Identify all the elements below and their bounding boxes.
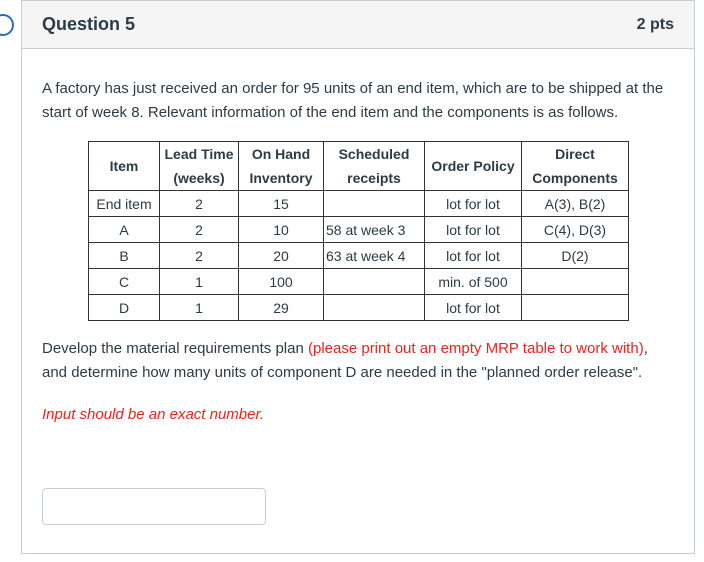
header-on-hand: On Hand Inventory bbox=[239, 142, 324, 191]
cell-lead-time: 2 bbox=[160, 243, 239, 269]
cell-components: C(4), D(3) bbox=[522, 217, 629, 243]
cell-components bbox=[522, 269, 629, 295]
cell-policy: min. of 500 bbox=[425, 269, 522, 295]
instruction-red-text: (please print out an empty MRP table to work with) bbox=[307, 340, 644, 357]
cell-scheduled bbox=[324, 269, 425, 295]
answer-input[interactable] bbox=[42, 488, 266, 525]
instruction-prefix: Develop the material requirements plan bbox=[42, 340, 308, 357]
cell-scheduled: 63 at week 4 bbox=[324, 243, 425, 269]
cell-item: B bbox=[89, 243, 160, 269]
cell-components: A(3), B(2) bbox=[522, 191, 629, 217]
question-intro: A factory has just received an order for 95 units of an end item, which are to be shipped at the start of week 8. Relevant information of the end item and the components is as follows. bbox=[42, 80, 664, 121]
cell-on-hand: 15 bbox=[239, 191, 324, 217]
cell-components bbox=[522, 295, 629, 321]
table-row bbox=[89, 191, 629, 217]
item-info-table bbox=[88, 141, 629, 321]
header-scheduled-receipts: Scheduled receipts bbox=[324, 142, 425, 191]
header-order-policy: Order Policy bbox=[425, 142, 522, 191]
instruction-suffix: , and determine how many units of component D are needed in the "planned order release". bbox=[42, 340, 648, 381]
header-item: Item bbox=[89, 142, 160, 191]
cell-scheduled bbox=[324, 295, 425, 321]
question-instruction bbox=[42, 337, 674, 385]
cell-item: D bbox=[89, 295, 160, 321]
table-row bbox=[89, 217, 629, 243]
table-row bbox=[89, 243, 629, 269]
cell-lead-time: 1 bbox=[160, 269, 239, 295]
cell-lead-time: 2 bbox=[160, 217, 239, 243]
cell-scheduled: 58 at week 3 bbox=[324, 217, 425, 243]
cell-on-hand: 100 bbox=[239, 269, 324, 295]
header-lead-time: Lead Time (weeks) bbox=[160, 142, 239, 191]
table-header-row bbox=[89, 142, 629, 191]
cell-policy: lot for lot bbox=[425, 217, 522, 243]
cell-on-hand: 29 bbox=[239, 295, 324, 321]
table-row bbox=[89, 295, 629, 321]
question-points: 2 pts bbox=[636, 15, 674, 33]
question-body bbox=[22, 49, 694, 427]
cell-components: D(2) bbox=[522, 243, 629, 269]
cell-item: End item bbox=[89, 191, 160, 217]
cell-item: A bbox=[89, 217, 160, 243]
header-direct-components: Direct Components bbox=[522, 142, 629, 191]
question-card bbox=[21, 0, 695, 554]
cell-policy: lot for lot bbox=[425, 295, 522, 321]
cell-lead-time: 2 bbox=[160, 191, 239, 217]
input-note: Input should be an exact number. bbox=[42, 406, 265, 423]
cell-policy: lot for lot bbox=[425, 191, 522, 217]
question-title: Question 5 bbox=[42, 14, 136, 34]
cell-on-hand: 10 bbox=[239, 217, 324, 243]
question-header bbox=[22, 1, 694, 49]
cell-lead-time: 1 bbox=[160, 295, 239, 321]
table-row bbox=[89, 269, 629, 295]
cell-scheduled bbox=[324, 191, 425, 217]
cell-policy: lot for lot bbox=[425, 243, 522, 269]
cell-item: C bbox=[89, 269, 160, 295]
question-nav-marker[interactable] bbox=[0, 14, 14, 36]
cell-on-hand: 20 bbox=[239, 243, 324, 269]
